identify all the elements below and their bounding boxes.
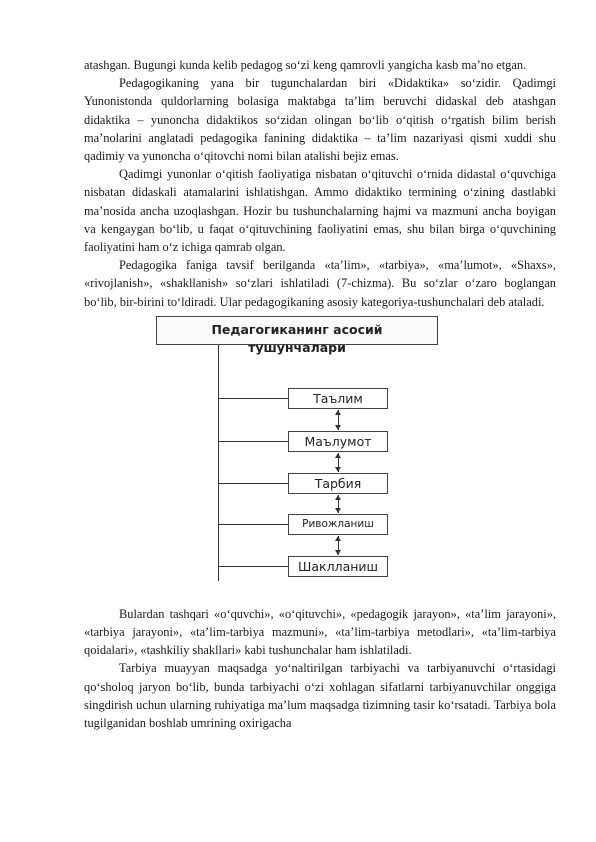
diagram-title-box (156, 316, 438, 355)
diagram-connector (218, 398, 288, 399)
diagram-connector (218, 524, 288, 525)
diagram-item-talim: Таълим (288, 388, 388, 409)
diagram-connector (218, 483, 288, 484)
diagram-double-arrow (338, 453, 339, 472)
diagram-item-malumot: Маълумот (288, 431, 388, 452)
diagram-double-arrow (338, 536, 339, 555)
diagram-double-arrow (338, 410, 339, 430)
paragraph-didaktika: Pedagogikaning yana bir tugunchalardan biri «Didaktika» so‘zidir. Qadimgi Yunonistonda quldorlarning bolasiga maktabga ta’lim beruvchi didaskal deb atashgan didaktika – yunoncha didaktikos so‘zidan olingan bo‘lib o‘qitish o‘rgatish bilim berish ma’nolarini anglatadi pedagogika fanining didaktika – ta’lim nazariyasi qismi xuddi shu qadimiy va yunoncha o‘qitovchi nomi bilan atalishi bejiz emas. (84, 76, 556, 164)
paragraph-continuation: atashgan. Bugungi kunda kelib pedagog so‘zi keng qamrovli yangicha kasb ma’no etgan. (84, 58, 527, 72)
paragraph-additional-terms: Bulardan tashqari «o‘quvchi», «o‘qituvchi», «pedagogik jarayon», «ta’lim jarayoni», «tarbiya jarayoni», «ta’lim-tarbiya mazmuni», «ta’lim-tarbiya metodlari», «ta’lim-tarbiya qoidalari», «tashkiliy shakllari» kabi tushunchalar ham ishlatiladi. (84, 606, 556, 658)
paragraph-tarbiya: Tarbiya muayyan maqsadga yo‘naltirilgan tarbiyachi va tarbiyanuvchi o‘rtasidagi qo‘sholoq jaryon bo‘lib, bunda tarbiyachi o‘zi xohlagan sifatlarni tarbiyanuvchilar onggiga singdirish uchun ularning ruhiyatiga ma’lum maqsadga tizimning tasir ko‘rsatadi. Tarbiya bola tugilganidan boshlab umrining oxirigacha (84, 661, 556, 731)
diagram-double-arrow (338, 495, 339, 513)
diagram-item-rivojlanish: Ривожланиш (288, 514, 388, 535)
concepts-diagram (84, 313, 556, 601)
diagram-connector (218, 441, 288, 442)
paragraph-ancient-greeks: Qadimgi yunonlar o‘qitish faoliyatiga nisbatan o‘qituvchi o‘rnida didastal o‘quvchiga nisbatan didaskali atamalarini ishlatishgan. Ammo didaktiko termining o‘zining dastlabki ma’nosida ancha uzoqlashgan. Hozir bu tushunchalarning hajmi va mazmuni ancha boyigan va kengaygan bo‘lib, u faqat o‘qituvchining faoliyatini emas, shu bilan birga o‘quvchining faoliyatini ham o‘z ichiga qamrab olgan. (84, 167, 556, 255)
diagram-item-shakllanish: Шаклланиш (288, 556, 388, 577)
diagram-connector (218, 566, 288, 567)
paragraph-categories: Pedagogika faniga tavsif berilganda «ta’lim», «tarbiya», «ma’lumot», «Shaxs», «rivojlanish», «shakllanish» so‘zlari ishlatiladi (7-chizma). Bu so‘zlar o‘zaro boglangan bo‘lib, bir-birini to‘ldiradi. Ular pedagogikaning asosiy kategoriya-tushunchalari deb ataladi. (84, 258, 556, 309)
diagram-connector-vertical (218, 345, 219, 581)
document-page (84, 56, 556, 732)
diagram-title-line2: тушунчалари (248, 339, 346, 355)
diagram-item-tarbiya: Тарбия (288, 473, 388, 494)
diagram-title-line1: Педагогиканинг асосий (211, 321, 383, 337)
